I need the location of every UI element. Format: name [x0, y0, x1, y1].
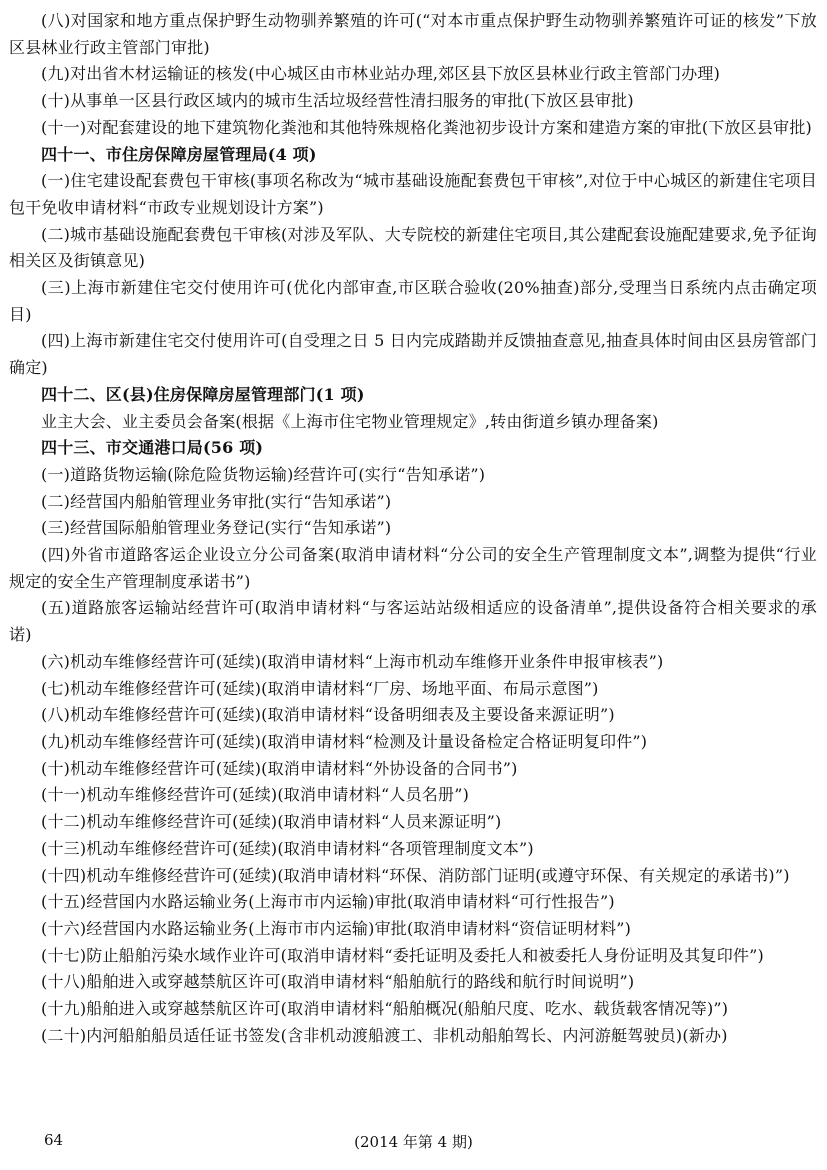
list-item: (三)上海市新建住宅交付使用许可(优化内部审查,市区联合验收(20%抽查)部分,受理当日系统内点击确定项目): [9, 278, 817, 324]
section-heading: 四十三、市交通港口局(56 项): [41, 438, 264, 458]
list-item: (四)外省市道路客运企业设立分公司备案(取消申请材料“分公司的安全生产管理制度文本”,调整为提供“行业规定的安全生产管理制度承诺书”): [9, 545, 817, 591]
list-item: (三)经营国际船舶管理业务登记(实行“告知承诺”): [41, 518, 392, 538]
document-body: [9, 8, 817, 1049]
list-item: (二十)内河船舶船员适任证书签发(含非机动渡船渡工、非机动船舶驾长、内河游艇驾驶员)(新办): [41, 1025, 728, 1045]
list-item: (十六)经营国内水路运输业务(上海市市内运输)审批(取消申请材料“资信证明材料”): [41, 918, 632, 938]
page-footer: [0, 1131, 827, 1155]
list-item: (十九)船舶进入或穿越禁航区许可(取消申请材料“船舶概况(船舶尺度、吃水、载货载客情况等)”): [41, 999, 729, 1019]
list-item: (四)上海市新建住宅交付使用许可(自受理之日 5 日内完成踏勘并反馈抽查意见,抽查具体时间由区县房管部门确定): [9, 331, 817, 378]
list-item: (十四)机动车维修经营许可(延续)(取消申请材料“环保、消防部门证明(或遵守环保、有关规定的承诺书)”): [41, 865, 790, 885]
issue-label: (2014 年第 4 期): [354, 1133, 473, 1151]
list-item: (十七)防止船舶污染水域作业许可(取消申请材料“委托证明及委托人和被委托人身份证明及其复印件”): [41, 945, 764, 965]
list-item: 业主大会、业主委员会备案(根据《上海市住宅物业管理规定》,转由街道乡镇办理备案): [41, 411, 659, 431]
list-item: (十五)经营国内水路运输业务(上海市市内运输)审批(取消申请材料“可行性报告”): [41, 892, 615, 912]
list-item: (十一)对配套建设的地下建筑物化粪池和其他特殊规格化粪池初步设计方案和建造方案的审批(下放区县审批): [41, 117, 812, 137]
list-item: (八)对国家和地方重点保护野生动物驯养繁殖的许可(“对本市重点保护野生动物驯养繁殖许可证的核发”下放区县林业行政主管部门审批): [9, 11, 817, 57]
list-item: (十)从事单一区县行政区域内的城市生活垃圾经营性清扫服务的审批(下放区县审批): [41, 91, 634, 111]
list-item: (二)经营国内船舶管理业务审批(实行“告知承诺”): [41, 491, 392, 511]
list-item: (十八)船舶进入或穿越禁航区许可(取消申请材料“船舶航行的路线和航行时间说明”): [41, 972, 635, 992]
list-item: (二)城市基础设施配套费包干审核(对涉及军队、大专院校的新建住宅项目,其公建配套设施配建要求,免予征询相关区及街镇意见): [9, 224, 817, 271]
list-item: (七)机动车维修经营许可(延续)(取消申请材料“厂房、场地平面、布局示意图”): [41, 678, 599, 698]
list-item: (一)住宅建设配套费包干审核(事项名称改为“城市基础设施配套费包干审核”,对位于中心城区的新建住宅项目包干免收申请材料“市政专业规划设计方案”): [9, 171, 817, 217]
list-item: (九)机动车维修经营许可(延续)(取消申请材料“检测及计量设备检定合格证明复印件”): [41, 731, 648, 751]
list-item: (十)机动车维修经营许可(延续)(取消申请材料“外协设备的合同书”): [41, 758, 518, 778]
list-item: (五)道路旅客运输站经营许可(取消申请材料“与客运站站级相适应的设备清单”,提供设备符合相关要求的承诺): [9, 598, 817, 645]
list-item: (十一)机动车维修经营许可(延续)(取消申请材料“人员名册”): [41, 785, 470, 805]
list-item: (一)道路货物运输(除危险货物运输)经营许可(实行“告知承诺”): [41, 464, 486, 484]
list-item: (九)对出省木材运输证的核发(中心城区由市林业站办理,郊区县下放区县林业行政主管部门办理): [41, 64, 721, 84]
list-item: (六)机动车维修经营许可(延续)(取消申请材料“上海市机动车维修开业条件申报审核表”): [41, 651, 664, 671]
section-heading: 四十一、市住房保障房屋管理局(4 项): [41, 144, 317, 164]
list-item: (十二)机动车维修经营许可(延续)(取消申请材料“人员来源证明”): [41, 812, 502, 832]
list-item: (八)机动车维修经营许可(延续)(取消申请材料“设备明细表及主要设备来源证明”): [41, 705, 615, 725]
list-item: (十三)机动车维修经营许可(延续)(取消申请材料“各项管理制度文本”): [41, 838, 534, 858]
page-number: 64: [44, 1131, 64, 1149]
section-heading: 四十二、区(县)住房保障房屋管理部门(1 项): [41, 384, 365, 404]
